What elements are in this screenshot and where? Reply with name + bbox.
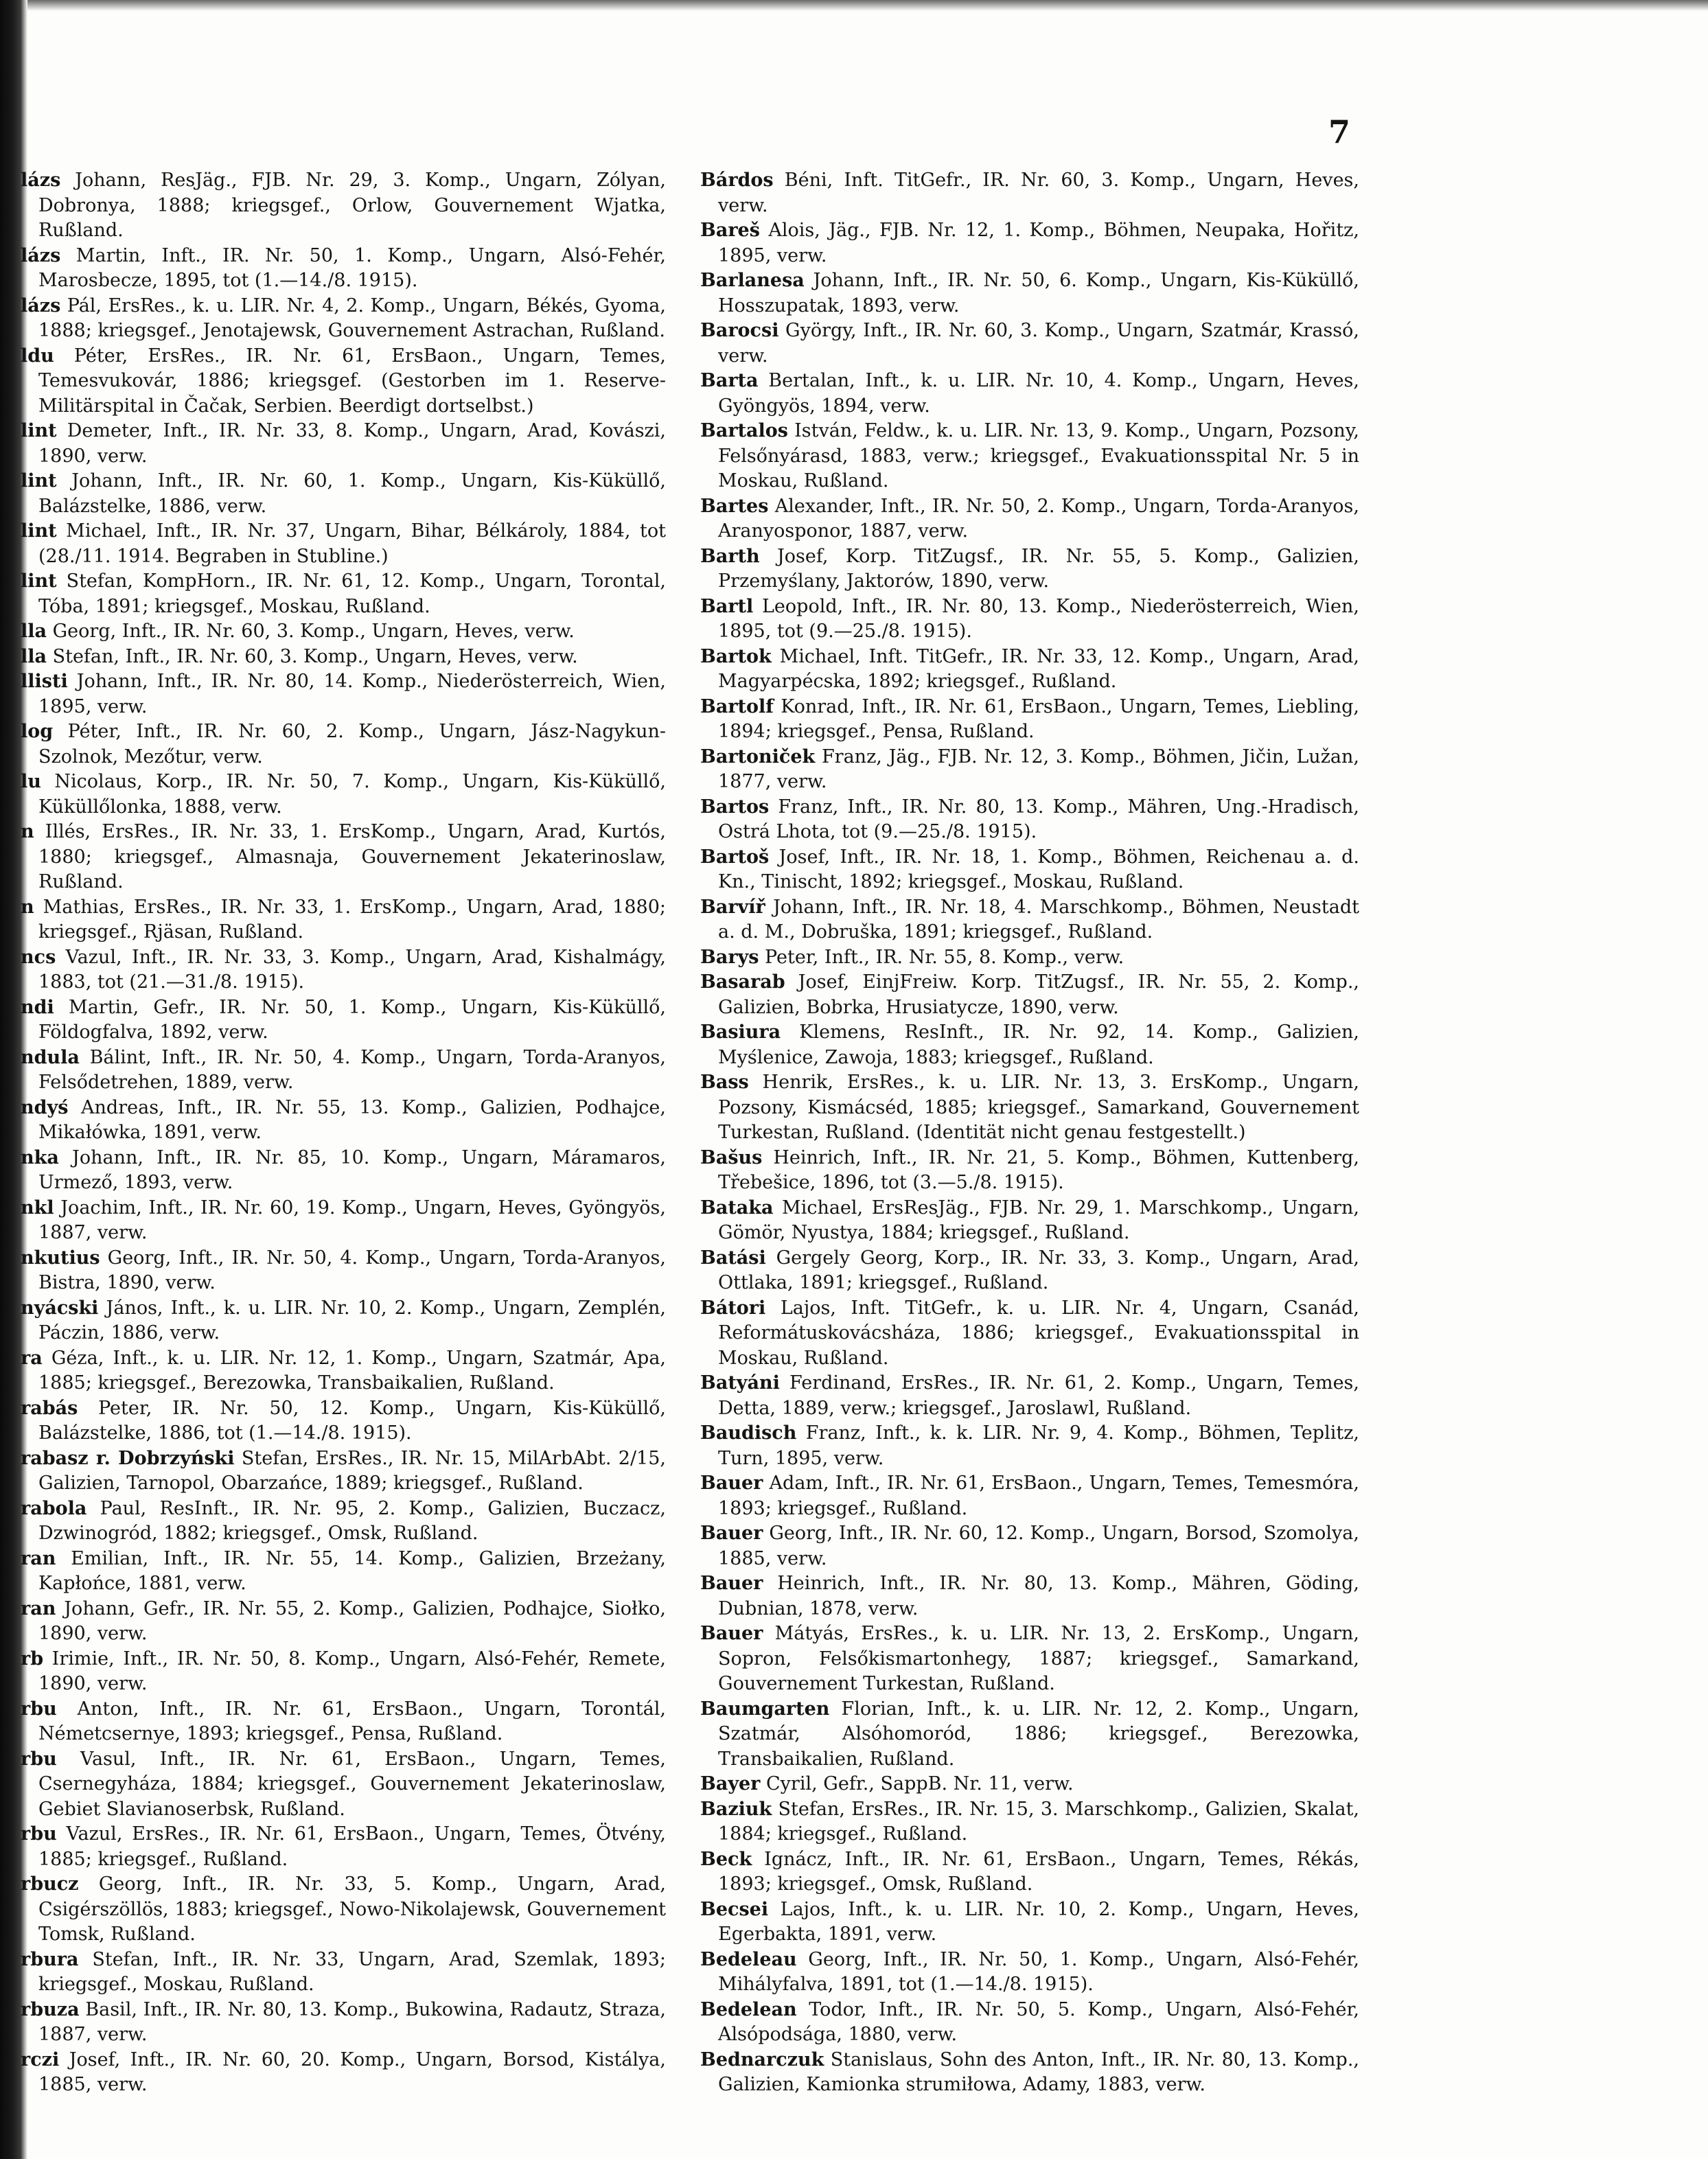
list-entry (21, 1296, 666, 1346)
entry-details: Peter, IR. Nr. 50, 12. Komp., Ungarn, Kis-Küküllő, Balázstelke, 1886, tot (1.—14./8. 1915). (38, 1397, 666, 1444)
entry-surname: Bartl (700, 595, 754, 617)
list-entry (700, 645, 1359, 695)
list-entry (21, 1096, 666, 1146)
entry-surname: rbucz (21, 1873, 79, 1895)
entry-details: Illés, ErsRes., IR. Nr. 33, 1. ErsKomp., Ungarn, Arad, Kurtós, 1880; kriegsgef., Almasnaja, Gouvernement Jekaterinoslaw, Rußland. (38, 821, 666, 892)
list-entry (21, 344, 666, 419)
entry-surname: lla (21, 645, 47, 667)
entry-surname: rbura (21, 1948, 79, 1970)
entry-details: Josef, Inft., IR. Nr. 18, 1. Komp., Böhmen, Reichenau a. d. Kn., Tinischt, 1892; kriegsgef., Moskau, Rußland. (718, 846, 1360, 892)
entry-details: Ignácz, Inft., IR. Nr. 61, ErsBaon., Ungarn, Temes, Rékás, 1893; kriegsgef., Omsk, Rußland. (718, 1848, 1359, 1895)
entry-surname: Barys (700, 946, 759, 968)
entry-surname: Bárdos (700, 170, 774, 191)
list-entry (21, 419, 666, 469)
list-entry (700, 895, 1359, 945)
list-entry (700, 369, 1359, 419)
entry-surname: Barocsi (700, 320, 779, 341)
entry-surname: log (21, 721, 54, 742)
entry-details: Heinrich, Inft., IR. Nr. 21, 5. Komp., Böhmen, Kuttenberg, Třebešice, 1896, tot (3.—5./8. 1915). (718, 1146, 1359, 1193)
entry-details: Stefan, Inft., IR. Nr. 60, 3. Komp., Ungarn, Heves, verw. (52, 645, 578, 667)
entry-surname: ndyś (21, 1096, 69, 1118)
entry-surname: Beck (700, 1848, 752, 1870)
list-entry (700, 945, 1359, 971)
list-entry (21, 244, 666, 294)
entry-surname: rbu (21, 1823, 57, 1845)
list-entry (21, 1647, 666, 1697)
entry-surname: Bartos (700, 796, 770, 818)
entry-surname: Batási (700, 1247, 766, 1269)
entry-surname: Bartalos (700, 420, 788, 441)
entry-surname: Barlanesa (700, 270, 805, 291)
entry-details: Georg, Inft., IR. Nr. 60, 3. Komp., Ungarn, Heves, verw. (52, 621, 575, 642)
page-number: 7 (1328, 113, 1351, 150)
list-entry (700, 594, 1359, 645)
entry-surname: Bauer (700, 1573, 763, 1594)
list-entry (21, 820, 666, 895)
entry-surname: lint (21, 570, 57, 592)
list-entry (700, 1371, 1359, 1421)
entry-surname: Bayer (700, 1773, 761, 1794)
entry-details: Vasul, Inft., IR. Nr. 61, ErsBaon., Ungarn, Temes, Csernegyháza, 1884; kriegsgef., Gouvernement Jekaterinoslaw, Gebiet Slavianoserbsk, Rußland. (38, 1748, 666, 1820)
entry-surname: lu (21, 771, 41, 792)
list-entry (21, 1396, 666, 1446)
entry-details: Todor, Inft., IR. Nr. 50, 5. Komp., Ungarn, Alsó-Fehér, Alsópodsága, 1880, verw. (718, 1998, 1359, 2045)
list-entry (700, 268, 1359, 319)
entry-details: Johann, Inft., IR. Nr. 85, 10. Komp., Ungarn, Máramaros, Urmező, 1893, verw. (38, 1146, 666, 1193)
list-entry (700, 494, 1359, 544)
entry-surname: rbuza (21, 1998, 80, 2020)
list-entry (700, 168, 1359, 218)
list-entry (700, 419, 1359, 494)
list-entry (700, 1146, 1359, 1196)
entry-details: Joachim, Inft., IR. Nr. 60, 19. Komp., Ungarn, Heves, Gyöngyös, 1887, verw. (38, 1197, 666, 1243)
list-entry (21, 1822, 666, 1872)
entry-surname: lint (21, 420, 57, 441)
entry-details: Pál, ErsRes., k. u. LIR. Nr. 4, 2. Komp., Ungarn, Békés, Gyoma, 1888; kriegsgef., Jenotajewsk, Gouvernement Astrachan, Rußland. (38, 295, 666, 341)
entry-details: Cyril, Gefr., SappB. Nr. 11, verw. (766, 1773, 1074, 1794)
entry-details: Vazul, Inft., IR. Nr. 33, 3. Komp., Ungarn, Arad, Kishalmágy, 1883, tot (21.—31./8. 1915). (38, 946, 666, 993)
entry-details: Stefan, ErsRes., IR. Nr. 15, MilArbAbt. 2/15, Galizien, Tarnopol, Obarzańce, 1889; kriegsgef., Rußland. (38, 1447, 666, 1494)
entry-surname: nkutius (21, 1247, 100, 1269)
list-entry (700, 1020, 1359, 1070)
entry-details: Josef, Korp. TitZugsf., IR. Nr. 55, 5. Komp., Galizien, Przemyślany, Jaktorów, 1890, verw. (718, 545, 1359, 592)
list-entry (700, 1897, 1359, 1948)
entry-surname: Bartolf (700, 695, 774, 717)
list-entry (700, 1948, 1359, 1998)
entry-details: Lajos, Inft. TitGefr., k. u. LIR. Nr. 4, Ungarn, Csanád, Reformátuskovácsháza, 1886; kriegsgef., Evakuationsspital in Moskau, Rußland. (718, 1297, 1359, 1369)
entry-surname: rabás (21, 1397, 78, 1419)
entry-surname: nkl (21, 1197, 54, 1219)
list-entry (21, 469, 666, 519)
entry-details: Florian, Inft., k. u. LIR. Nr. 12, 2. Komp., Ungarn, Szatmár, Alsóhomoród, 1886; kriegsgef., Berezowka, Transbaikalien, Rußland. (718, 1698, 1359, 1770)
entry-details: Martin, Gefr., IR. Nr. 50, 1. Komp., Ungarn, Kis-Küküllő, Földogfalva, 1892, verw. (38, 996, 666, 1043)
list-entry (21, 1998, 666, 2048)
entry-details: Géza, Inft., k. u. LIR. Nr. 12, 1. Komp., Ungarn, Szatmár, Apa, 1885; kriegsgef., Berezowka, Transbaikalien, Rußland. (38, 1347, 667, 1394)
entry-surname: ldu (21, 345, 54, 367)
entry-surname: Bauer (700, 1623, 763, 1644)
list-entry (700, 544, 1359, 594)
entry-surname: Barvíř (700, 896, 765, 918)
entry-details: Basil, Inft., IR. Nr. 80, 13. Komp., Bukowina, Radautz, Straza, 1887, verw. (38, 1998, 666, 2045)
entry-details: Johann, Inft., IR. Nr. 60, 1. Komp., Ungarn, Kis-Küküllő, Balázstelke, 1886, verw. (38, 470, 666, 517)
entry-surname: Bednarczuk (700, 2048, 824, 2070)
left-column (21, 168, 666, 2098)
entry-surname: rabola (21, 1497, 87, 1519)
list-entry (21, 1146, 666, 1196)
entry-surname: Batyáni (700, 1372, 780, 1394)
list-entry (700, 1571, 1359, 1621)
entry-details: Heinrich, Inft., IR. Nr. 80, 13. Komp., Mähren, Göding, Dubnian, 1878, verw. (718, 1573, 1360, 1619)
entry-details: Michael, Inft., IR. Nr. 37, Ungarn, Bihar, Bélkároly, 1884, tot (28./11. 1914. Begraben in Stubline.) (38, 520, 666, 567)
entry-surname: nyácski (21, 1297, 99, 1319)
entry-details: Franz, Inft., IR. Nr. 80, 13. Komp., Mähren, Ung.-Hradisch, Ostrá Lhota, tot (9.—25./8. 1915). (718, 796, 1359, 842)
list-entry (21, 168, 666, 244)
entry-surname: rczi (21, 2048, 60, 2070)
list-entry (21, 1446, 666, 1497)
list-entry (21, 669, 666, 719)
list-entry (21, 2048, 666, 2098)
list-entry (700, 1471, 1359, 1521)
entry-surname: Barta (700, 370, 759, 391)
list-entry (700, 1772, 1359, 1797)
entry-details: Peter, Inft., IR. Nr. 55, 8. Komp., verw. (765, 946, 1124, 968)
entry-surname: ncs (21, 946, 56, 968)
entry-surname: nka (21, 1146, 59, 1168)
list-entry (700, 1797, 1359, 1847)
list-entry (21, 995, 666, 1046)
list-entry (700, 1621, 1359, 1697)
entry-surname: rbu (21, 1698, 57, 1720)
entry-surname: rabasz r. Dobrzyński (21, 1447, 235, 1469)
list-entry (21, 1547, 666, 1597)
list-entry (21, 1497, 666, 1547)
entry-details: Péter, Inft., IR. Nr. 60, 2. Komp., Ungarn, Jász-Nagykun-Szolnok, Mezőtur, verw. (38, 721, 666, 767)
entry-surname: Bauer (700, 1473, 763, 1494)
list-entry (21, 770, 666, 820)
entry-surname: n (21, 896, 34, 918)
entry-details: Demeter, Inft., IR. Nr. 33, 8. Komp., Ungarn, Arad, Kovászi, 1890, verw. (38, 420, 666, 467)
entry-details: Bálint, Inft., IR. Nr. 50, 4. Komp., Ungarn, Torda-Aranyos, Felsődetrehen, 1889, verw. (38, 1046, 666, 1093)
list-entry (700, 1998, 1359, 2048)
entry-surname: llisti (21, 671, 68, 692)
list-entry (700, 1246, 1359, 1296)
list-entry (700, 1070, 1359, 1146)
entry-details: György, Inft., IR. Nr. 60, 3. Komp., Ungarn, Szatmár, Krassó, verw. (718, 320, 1359, 367)
list-entry (700, 845, 1359, 895)
list-entry (21, 1246, 666, 1296)
entry-surname: rb (21, 1648, 44, 1670)
entry-surname: ra (21, 1347, 43, 1369)
entry-surname: ndi (21, 996, 54, 1018)
entry-details: Paul, ResInft., IR. Nr. 95, 2. Komp., Galizien, Buczacz, Dzwinogród, 1882; kriegsgef., Omsk, Rußland. (38, 1497, 666, 1544)
entry-details: Mátyás, ErsRes., k. u. LIR. Nr. 13, 2. ErsKomp., Ungarn, Sopron, Felsőkismartonhegy, 1887; kriegsgef., Samarkand, Gouvernement Turkestan, Rußland. (718, 1623, 1359, 1694)
list-entry (21, 619, 666, 645)
list-entry (700, 795, 1359, 845)
entry-surname: lázs (21, 170, 61, 191)
entry-details: Irimie, Inft., IR. Nr. 50, 8. Komp., Ungarn, Alsó-Fehér, Remete, 1890, verw. (38, 1648, 666, 1694)
entry-surname: Bátori (700, 1297, 766, 1319)
entry-surname: ran (21, 1597, 56, 1619)
entry-surname: Basiura (700, 1021, 781, 1043)
entry-surname: Becsei (700, 1898, 769, 1920)
list-entry (21, 1872, 666, 1948)
entry-details: Anton, Inft., IR. Nr. 61, ErsBaon., Ungarn, Torontál, Németcsernye, 1893; kriegsgef., Pensa, Rußland. (38, 1698, 666, 1744)
entry-surname: Bedelean (700, 1998, 797, 2020)
entry-details: Stanislaus, Sohn des Anton, Inft., IR. Nr. 80, 13. Komp., Galizien, Kamionka strumiłowa, Adamy, 1883, verw. (718, 2048, 1359, 2095)
entry-details: Michael, ErsResJäg., FJB. Nr. 29, 1. Marschkomp., Ungarn, Gömör, Nyustya, 1884; kriegsgef., Rußland. (718, 1197, 1359, 1243)
list-entry (21, 645, 666, 670)
entry-surname: Bartoniček (700, 746, 816, 767)
entry-surname: Bartes (700, 495, 769, 517)
entry-details: Josef, Inft., IR. Nr. 60, 20. Komp., Ungarn, Borsod, Kistálya, 1885, verw. (38, 2048, 666, 2095)
entry-details: Vazul, ErsRes., IR. Nr. 61, ErsBaon., Ungarn, Temes, Ötvény, 1885; kriegsgef., Rußland. (38, 1823, 666, 1870)
entry-details: Mathias, ErsRes., IR. Nr. 33, 1. ErsKomp., Ungarn, Arad, 1880; kriegsgef., Rjäsan, Rußland. (38, 896, 666, 943)
entry-surname: Bass (700, 1072, 749, 1093)
entry-details: János, Inft., k. u. LIR. Nr. 10, 2. Komp., Ungarn, Zemplén, Páczin, 1886, verw. (38, 1297, 667, 1343)
entry-surname: Baziuk (700, 1798, 772, 1820)
entry-surname: Bareš (700, 220, 760, 241)
entry-details: Bertalan, Inft., k. u. LIR. Nr. 10, 4. Komp., Ungarn, Heves, Gyöngyös, 1894, verw. (718, 370, 1359, 417)
list-entry (21, 895, 666, 945)
list-entry (21, 1948, 666, 1998)
entry-details: Alois, Jäg., FJB. Nr. 12, 1. Komp., Böhmen, Neupaka, Hořitz, 1895, verw. (718, 220, 1359, 266)
entry-details: Stefan, ErsRes., IR. Nr. 15, 3. Marschkomp., Galizien, Skalat, 1884; kriegsgef., Rußland. (718, 1798, 1359, 1845)
list-entry (21, 719, 666, 770)
entry-details: Alexander, Inft., IR. Nr. 50, 2. Komp., Ungarn, Torda-Aranyos, Aranyosponor, 1887, verw. (718, 495, 1359, 542)
entry-surname: Baudisch (700, 1422, 797, 1444)
entry-surname: Bartok (700, 645, 772, 667)
list-entry (700, 218, 1359, 268)
list-entry (21, 1697, 666, 1747)
entry-details: Emilian, Inft., IR. Nr. 55, 14. Komp., Galizien, Brzeżany, Kapłońce, 1881, verw. (38, 1547, 666, 1594)
entry-surname: Bauer (700, 1523, 763, 1544)
entry-surname: ran (21, 1547, 56, 1569)
entry-details: Béni, Inft. TitGefr., IR. Nr. 60, 3. Komp., Ungarn, Heves, verw. (718, 170, 1359, 216)
entry-details: Georg, Inft., IR. Nr. 60, 12. Komp., Ungarn, Borsod, Szomolya, 1885, verw. (718, 1523, 1359, 1569)
list-entry (700, 970, 1359, 1020)
list-entry (700, 1847, 1359, 1897)
right-column (700, 168, 1359, 2098)
entry-details: Stefan, KompHorn., IR. Nr. 61, 12. Komp., Ungarn, Torontal, Tóba, 1891; kriegsgef., Moskau, Rußland. (38, 570, 666, 617)
entry-surname: rbu (21, 1748, 57, 1770)
entry-details: Gergely Georg, Korp., IR. Nr. 33, 3. Komp., Ungarn, Arad, Ottlaka, 1891; kriegsgef., Rußland. (718, 1247, 1359, 1293)
entry-surname: lint (21, 470, 57, 492)
entry-surname: lla (21, 621, 47, 642)
entry-surname: Baumgarten (700, 1698, 830, 1720)
list-entry (700, 1697, 1359, 1773)
entry-details: Leopold, Inft., IR. Nr. 80, 13. Komp., Niederösterreich, Wien, 1895, tot (9.—25./8. 1915). (718, 595, 1359, 642)
entry-details: Ferdinand, ErsRes., IR. Nr. 61, 2. Komp., Ungarn, Temes, Detta, 1889, verw.; kriegsgef., Jaroslawl, Rußland. (718, 1372, 1359, 1419)
entry-details: Michael, Inft. TitGefr., IR. Nr. 33, 12. Komp., Ungarn, Arad, Magyarpécska, 1892; kriegsgef., Rußland. (718, 645, 1359, 692)
entry-details: Georg, Inft., IR. Nr. 33, 5. Komp., Ungarn, Arad, Csigérszöllös, 1883; kriegsgef., Nowo-Nikolajewsk, Gouvernement Tomsk, Rußland. (38, 1873, 666, 1945)
entry-surname: Bedeleau (700, 1948, 797, 1970)
page-top-border (0, 0, 1708, 11)
entry-details: Nicolaus, Korp., IR. Nr. 50, 7. Komp., Ungarn, Kis-Küküllő, Küküllőlonka, 1888, verw. (38, 771, 666, 818)
entry-surname: lázs (21, 295, 61, 316)
entry-details: Johann, Inft., IR. Nr. 18, 4. Marschkomp., Böhmen, Neustadt a. d. M., Dobruška, 1891; kriegsgef., Rußland. (718, 896, 1359, 943)
entry-details: Georg, Inft., IR. Nr. 50, 4. Komp., Ungarn, Torda-Aranyos, Bistra, 1890, verw. (38, 1247, 666, 1293)
list-entry (700, 1296, 1359, 1372)
entry-details: István, Feldw., k. u. LIR. Nr. 13, 9. Komp., Ungarn, Pozsony, Felsőnyárasd, 1883, verw.; kriegsgef., Evakuationsspital Nr. 5 in Moskau, Rußland. (718, 420, 1359, 492)
entry-surname: Barth (700, 545, 760, 567)
entry-details: Johann, Inft., IR. Nr. 50, 6. Komp., Ungarn, Kis-Küküllő, Hosszupatak, 1893, verw. (718, 270, 1359, 316)
list-entry (21, 1346, 666, 1396)
entry-details: Johann, ResJäg., FJB. Nr. 29, 3. Komp., Ungarn, Zólyan, Dobronya, 1888; kriegsgef., Orlow, Gouvernement Wjatka, Rußland. (38, 170, 666, 241)
list-entry (21, 1196, 666, 1246)
entry-details: Andreas, Inft., IR. Nr. 55, 13. Komp., Galizien, Podhajce, Mikałówka, 1891, verw. (38, 1096, 666, 1143)
entry-surname: Bartoš (700, 846, 770, 868)
list-entry (700, 1521, 1359, 1571)
list-entry (700, 319, 1359, 369)
entry-surname: Bašus (700, 1146, 763, 1168)
entry-surname: lázs (21, 244, 61, 266)
list-entry (21, 1046, 666, 1096)
entry-surname: ndula (21, 1046, 80, 1068)
entry-details: Franz, Inft., k. k. LIR. Nr. 9, 4. Komp., Böhmen, Teplitz, Turn, 1895, verw. (718, 1422, 1359, 1469)
entry-surname: n (21, 821, 34, 842)
entry-surname: Bataka (700, 1197, 774, 1219)
list-entry (700, 2048, 1359, 2098)
entry-details: Johann, Inft., IR. Nr. 80, 14. Komp., Niederösterreich, Wien, 1895, verw. (38, 671, 666, 717)
entry-details: Johann, Gefr., IR. Nr. 55, 2. Komp., Galizien, Podhajce, Siołko, 1890, verw. (38, 1597, 666, 1644)
entry-details: Georg, Inft., IR. Nr. 50, 1. Komp., Ungarn, Alsó-Fehér, Mihályfalva, 1891, tot (1.—14./8. 1915). (718, 1948, 1360, 1995)
list-entry (21, 1597, 666, 1647)
entry-details: Franz, Jäg., FJB. Nr. 12, 3. Komp., Böhmen, Jičin, Lužan, 1877, verw. (718, 746, 1359, 792)
list-entry (21, 569, 666, 619)
list-entry (21, 945, 666, 995)
entry-surname: lint (21, 520, 57, 542)
list-entry (700, 695, 1359, 745)
entry-surname: Basarab (700, 971, 785, 993)
entry-details: Konrad, Inft., IR. Nr. 61, ErsBaon., Ungarn, Temes, Liebling, 1894; kriegsgef., Pensa, Rußland. (718, 695, 1359, 742)
list-entry (21, 294, 666, 344)
list-entry (21, 1747, 666, 1823)
list-entry (700, 745, 1359, 795)
entry-details: Klemens, ResInft., IR. Nr. 92, 14. Komp., Galizien, Myślenice, Zawoja, 1883; kriegsgef., Rußland. (718, 1021, 1359, 1068)
entry-details: Lajos, Inft., k. u. LIR. Nr. 10, 2. Komp., Ungarn, Heves, Egerbakta, 1891, verw. (718, 1898, 1359, 1945)
entry-details: Stefan, Inft., IR. Nr. 33, Ungarn, Arad, Szemlak, 1893; kriegsgef., Moskau, Rußland. (38, 1948, 666, 1995)
entry-details: Henrik, ErsRes., k. u. LIR. Nr. 13, 3. ErsKomp., Ungarn, Pozsony, Kismácséd, 1885; kriegsgef., Samarkand, Gouvernement Turkestan, Rußland. (Identität nicht genau festgestellt.) (718, 1072, 1359, 1143)
list-entry (700, 1421, 1359, 1471)
entry-details: Martin, Inft., IR. Nr. 50, 1. Komp., Ungarn, Alsó-Fehér, Marosbecze, 1895, tot (1.—14./8. 1915). (38, 244, 666, 291)
entry-details: Josef, EinjFreiw. Korp. TitZugsf., IR. Nr. 55, 2. Komp., Galizien, Bobrka, Hrusiatycze, 1890, verw. (718, 971, 1359, 1018)
list-entry (700, 1196, 1359, 1246)
entry-details: Péter, ErsRes., IR. Nr. 61, ErsBaon., Ungarn, Temes, Temesvukovár, 1886; kriegsgef. (Gestorben im 1. Reserve-Militärspital in Čačak, Serbien. Beerdigt dortselbst.) (38, 345, 666, 417)
entry-details: Adam, Inft., IR. Nr. 61, ErsBaon., Ungarn, Temes, Temesmóra, 1893; kriegsgef., Rußland. (718, 1473, 1359, 1519)
list-entry (21, 519, 666, 569)
